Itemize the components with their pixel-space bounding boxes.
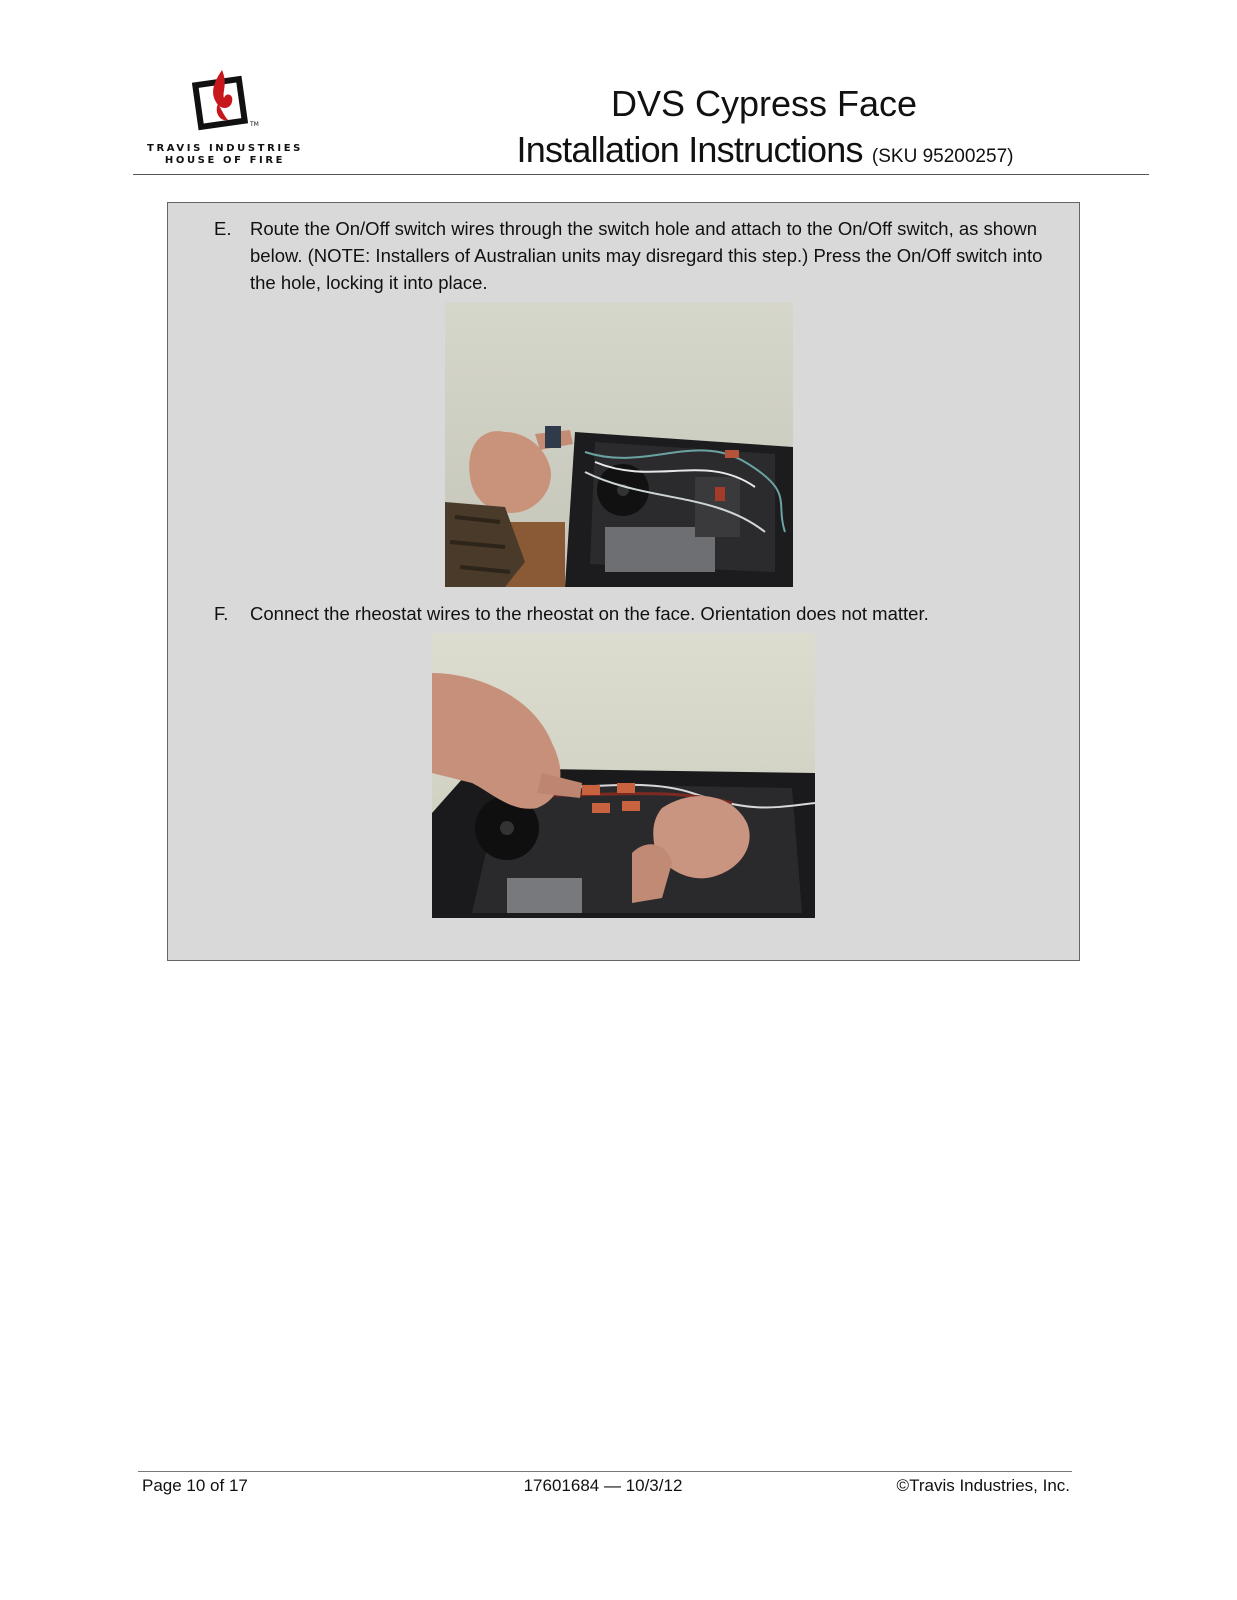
page-number: Page 10 of 17 bbox=[142, 1476, 248, 1495]
document-title: DVS Cypress Face bbox=[610, 83, 918, 124]
document-subtitle bbox=[470, 128, 1060, 179]
step-marker: E. bbox=[214, 218, 232, 239]
step-e bbox=[214, 215, 1054, 299]
step-text: Connect the rheostat wires to the rheostat on the face. Orientation does not matter. bbox=[250, 603, 929, 624]
step-marker: F. bbox=[214, 603, 229, 624]
step-text: Route the On/Off switch wires through the switch hole and attach to the On/Off switch, as shown below. (NOTE: Installers of Australian units may disregard this step.) Press the On/Off switch into the hole, locking it into place. bbox=[250, 218, 1043, 293]
header-divider bbox=[133, 174, 1149, 175]
document-number: 17601684 — 10/3/12 bbox=[523, 1476, 683, 1495]
company-logo bbox=[140, 64, 310, 174]
subtitle-text: Installation Instructions bbox=[516, 129, 863, 170]
copyright: ©Travis Industries, Inc. bbox=[896, 1476, 1070, 1495]
logo-text-line1: TRAVIS INDUSTRIES bbox=[147, 143, 303, 154]
svg-text:TM: TM bbox=[250, 121, 259, 128]
instruction-panel bbox=[167, 202, 1080, 961]
logo-text-line2: HOUSE OF FIRE bbox=[164, 155, 286, 166]
flame-logo-icon bbox=[188, 64, 262, 132]
footer-divider bbox=[138, 1471, 1072, 1472]
rheostat-wiring-photo bbox=[432, 633, 815, 918]
sku-label: (SKU 95200257) bbox=[871, 146, 1014, 167]
switch-wiring-photo bbox=[445, 302, 793, 587]
step-f bbox=[214, 600, 1054, 630]
